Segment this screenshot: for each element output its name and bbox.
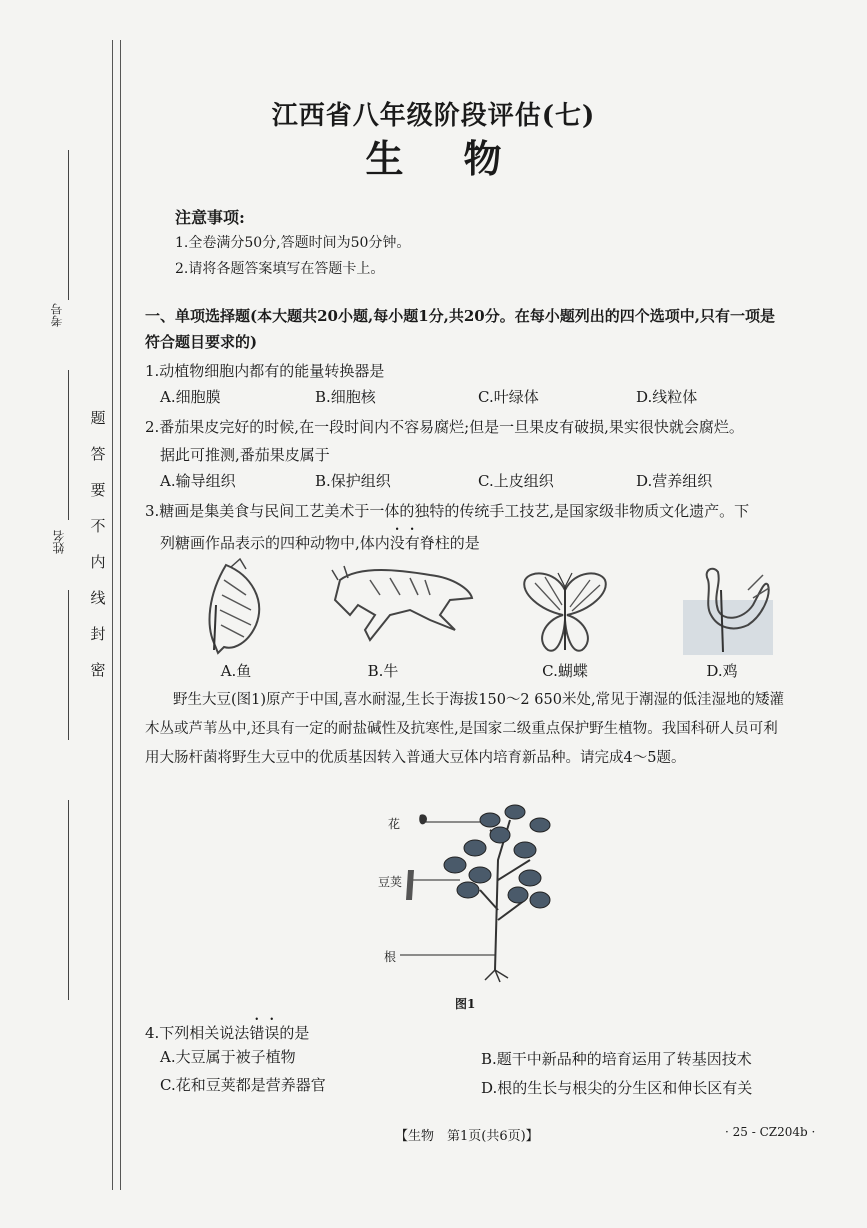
binding-line-inner: [120, 40, 121, 1190]
q3-option-b: B.牛: [367, 662, 399, 680]
figure-label-pod: 豆荚: [378, 875, 403, 889]
q3-option-a: A.鱼: [220, 662, 252, 680]
name-label: 姓名: [52, 530, 66, 554]
seal-char: 题: [90, 409, 106, 427]
class-blank: [68, 590, 69, 740]
q2-option-c: C.上皮组织: [478, 472, 554, 490]
question-1-stem: 1.动植物细胞内都有的能量转换器是: [145, 362, 385, 380]
q1-option-b: B.细胞核: [315, 388, 376, 406]
seal-char: 封: [90, 625, 106, 643]
seal-text: [88, 400, 108, 688]
notice-item: 2.请将各题答案填写在答题卡上。: [175, 261, 385, 277]
q3-stem-post: 脊柱的是: [419, 534, 480, 552]
q1-option-c: C.叶绿体: [478, 388, 539, 406]
seal-char: 不: [90, 517, 106, 535]
question-2-stem-1: 2.番茄果皮完好的时候,在一段时间内不容易腐烂;但是一旦果皮有破损,果实很快就会腐烂。: [145, 418, 744, 436]
notice-item: 1.全卷满分50分,答题时间为50分钟。: [175, 235, 411, 251]
page-footer: 【生物 第1页(共6页)】: [395, 1129, 539, 1144]
ox-sugar-painting: [330, 560, 480, 650]
q4-stem-post: 的是: [279, 1024, 310, 1042]
figure-label-root: 根: [384, 950, 397, 964]
q2-option-a: A.输导组织: [160, 472, 236, 490]
passage-soybean: 野生大豆(图1)原产于中国,喜水耐湿,生长于海拔150～2 650米处,常见于潮湿的低洼湿地的矮灌木丛或芦苇丛中,还具有一定的耐盐碱性及抗寒性,是国家二级重点保护野生植物。我国科研人员可利用大肠杆菌将野生大豆中的优质基因转入普通大豆体内培育新品种。请完成4～5题。: [145, 692, 785, 766]
exam-title: 江西省八年级阶段评估(七): [271, 101, 596, 131]
binding-margin: [0, 0, 125, 1228]
q3-stem-pre: 列糖画作品表示的四种动物中,体内: [160, 534, 390, 552]
school-blank: [68, 800, 69, 1000]
q3-stem-emphasis: 没有: [389, 534, 420, 552]
seal-char: 内: [90, 553, 106, 571]
section-heading: 一、单项选择题(本大题共20小题,每小题1分,共20分。在每小题列出的四个选项中,只有一项是符合题目要求的): [145, 307, 775, 351]
q3-option-d: D.鸡: [706, 662, 738, 680]
q2-option-d: D.营养组织: [636, 472, 713, 490]
paper-code: · 25 - CZ204b ·: [725, 1125, 816, 1139]
q4-stem-emphasis: 错误: [249, 1024, 280, 1042]
q1-option-d: D.线粒体: [636, 388, 698, 406]
seal-char: 密: [90, 661, 106, 679]
question-2-stem-2: 据此可推测,番茄果皮属于: [160, 446, 330, 464]
figure-label-flower: 花: [388, 817, 401, 831]
q4-option-c: C.花和豆荚都是营养器官: [160, 1076, 326, 1094]
q4-option-b: B.题干中新品种的培育运用了转基因技术: [481, 1050, 752, 1068]
q4-stem-pre: 4.下列相关说法: [145, 1024, 250, 1042]
q1-option-a: A.细胞膜: [160, 388, 221, 406]
seal-char: 答: [90, 445, 106, 463]
q4-option-a: A.大豆属于被子植物: [160, 1048, 296, 1066]
figure-caption: 图1: [455, 997, 476, 1011]
q4-option-d: D.根的生长与根尖的分生区和伸长区有关: [481, 1079, 753, 1097]
question-3-stem-1: 3.糖画是集美食与民间工艺美术于一体的独特的传统手工技艺,是国家级非物质文化遗产。下: [145, 502, 750, 520]
name-blank: [68, 370, 69, 520]
seal-char: 要: [90, 481, 106, 499]
binding-line: [112, 40, 113, 1190]
rooster-sugar-painting: [683, 560, 773, 655]
question-3-stem-2: [160, 525, 810, 557]
question-4-stem: [145, 1015, 795, 1047]
notice-heading: 注意事项:: [175, 208, 245, 227]
q3-option-c: C.蝴蝶: [542, 662, 588, 680]
soybean-figure: [400, 800, 570, 985]
q2-option-b: B.保护组织: [315, 472, 391, 490]
butterfly-sugar-painting: [520, 565, 610, 655]
seal-char: 线: [90, 589, 106, 607]
exam-no-label: 考号: [50, 303, 64, 327]
fish-sugar-painting: [196, 555, 276, 655]
subject-title: 生物: [365, 136, 562, 181]
